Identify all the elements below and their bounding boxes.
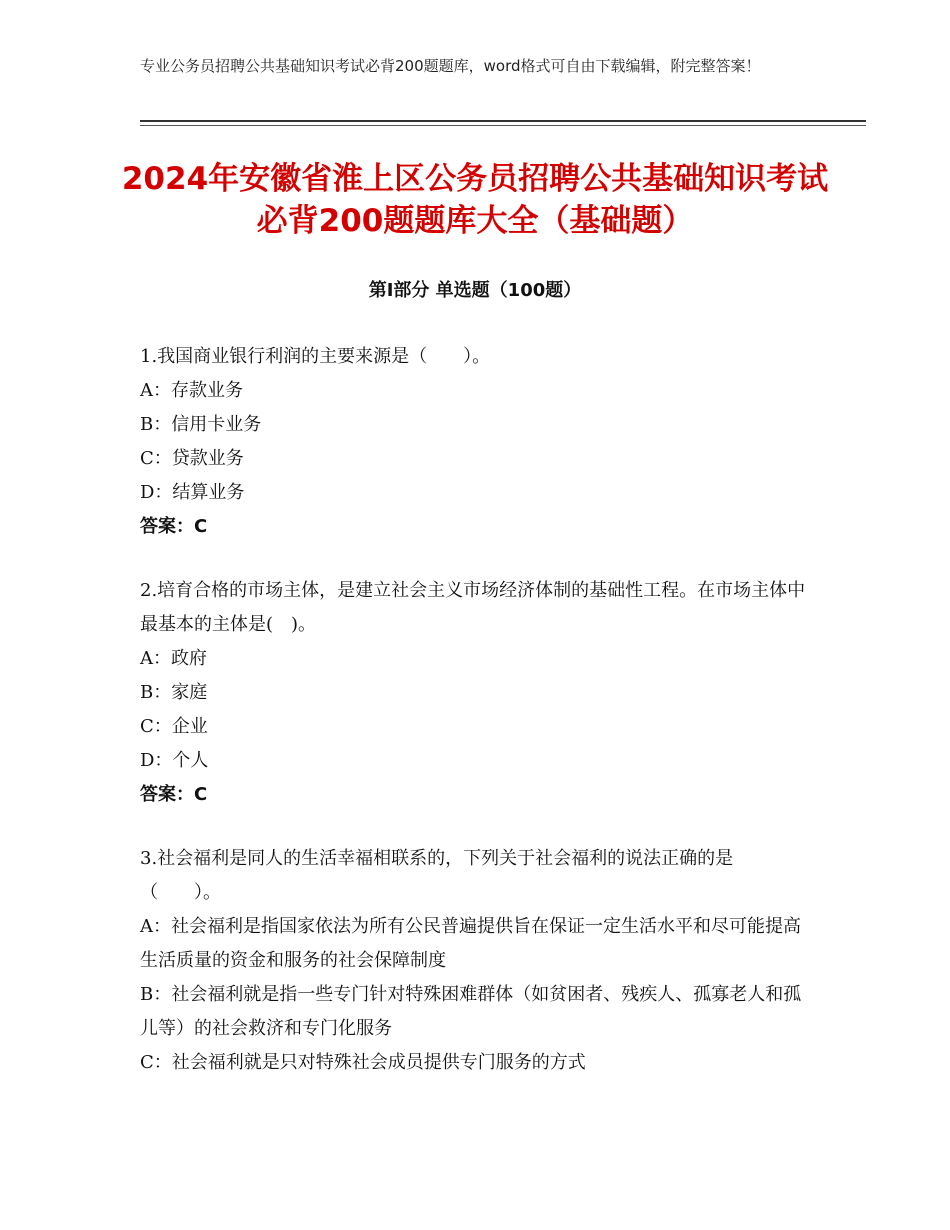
section-title: 第Ⅰ部分 单选题（100题）: [368, 280, 582, 301]
document-title: 2024年安徽省淮上区公务员招聘公共基础知识考试必背200题题库大全（基础题）: [121, 161, 829, 239]
option-a: A：存款业务: [140, 380, 243, 401]
question-2: [140, 574, 810, 812]
answer: 答案：C: [140, 516, 208, 537]
question-stem: 3.社会福利是同人的生活幸福相联系的，下列关于社会福利的说法正确的是（ ）。: [140, 848, 734, 903]
answer: 答案：C: [140, 784, 208, 805]
header-rule-thick: [140, 120, 866, 122]
question-stem: 1.我国商业银行利润的主要来源是（ ）。: [140, 346, 491, 367]
option-b: B：家庭: [140, 682, 208, 703]
option-a: A：政府: [140, 648, 207, 669]
question-stem: 2.培育合格的市场主体，是建立社会主义市场经济体制的基础性工程。在市场主体中最基本的主体是( )。: [140, 580, 806, 635]
header-rule-thin: [140, 125, 866, 126]
option-a: A：社会福利是指国家依法为所有公民普遍提供旨在保证一定生活水平和尽可能提高生活质量的资金和服务的社会保障制度: [140, 916, 801, 971]
option-c: C：贷款业务: [140, 448, 244, 469]
header-note: 专业公务员招聘公共基础知识考试必背200题题库，word格式可自由下载编辑，附完整答案！: [140, 57, 761, 75]
question-1: [140, 340, 810, 544]
option-c: C：社会福利就是只对特殊社会成员提供专门服务的方式: [140, 1052, 586, 1073]
option-d: D：个人: [140, 750, 209, 771]
option-d: D：结算业务: [140, 482, 245, 503]
question-3: [140, 842, 810, 1080]
question-list: [140, 340, 810, 1110]
option-c: C：企业: [140, 716, 208, 737]
option-b: B：信用卡业务: [140, 414, 262, 435]
option-b: B：社会福利就是指一些专门针对特殊困难群体（如贫困者、残疾人、孤寡老人和孤儿等）的社会救济和专门化服务: [140, 984, 802, 1039]
